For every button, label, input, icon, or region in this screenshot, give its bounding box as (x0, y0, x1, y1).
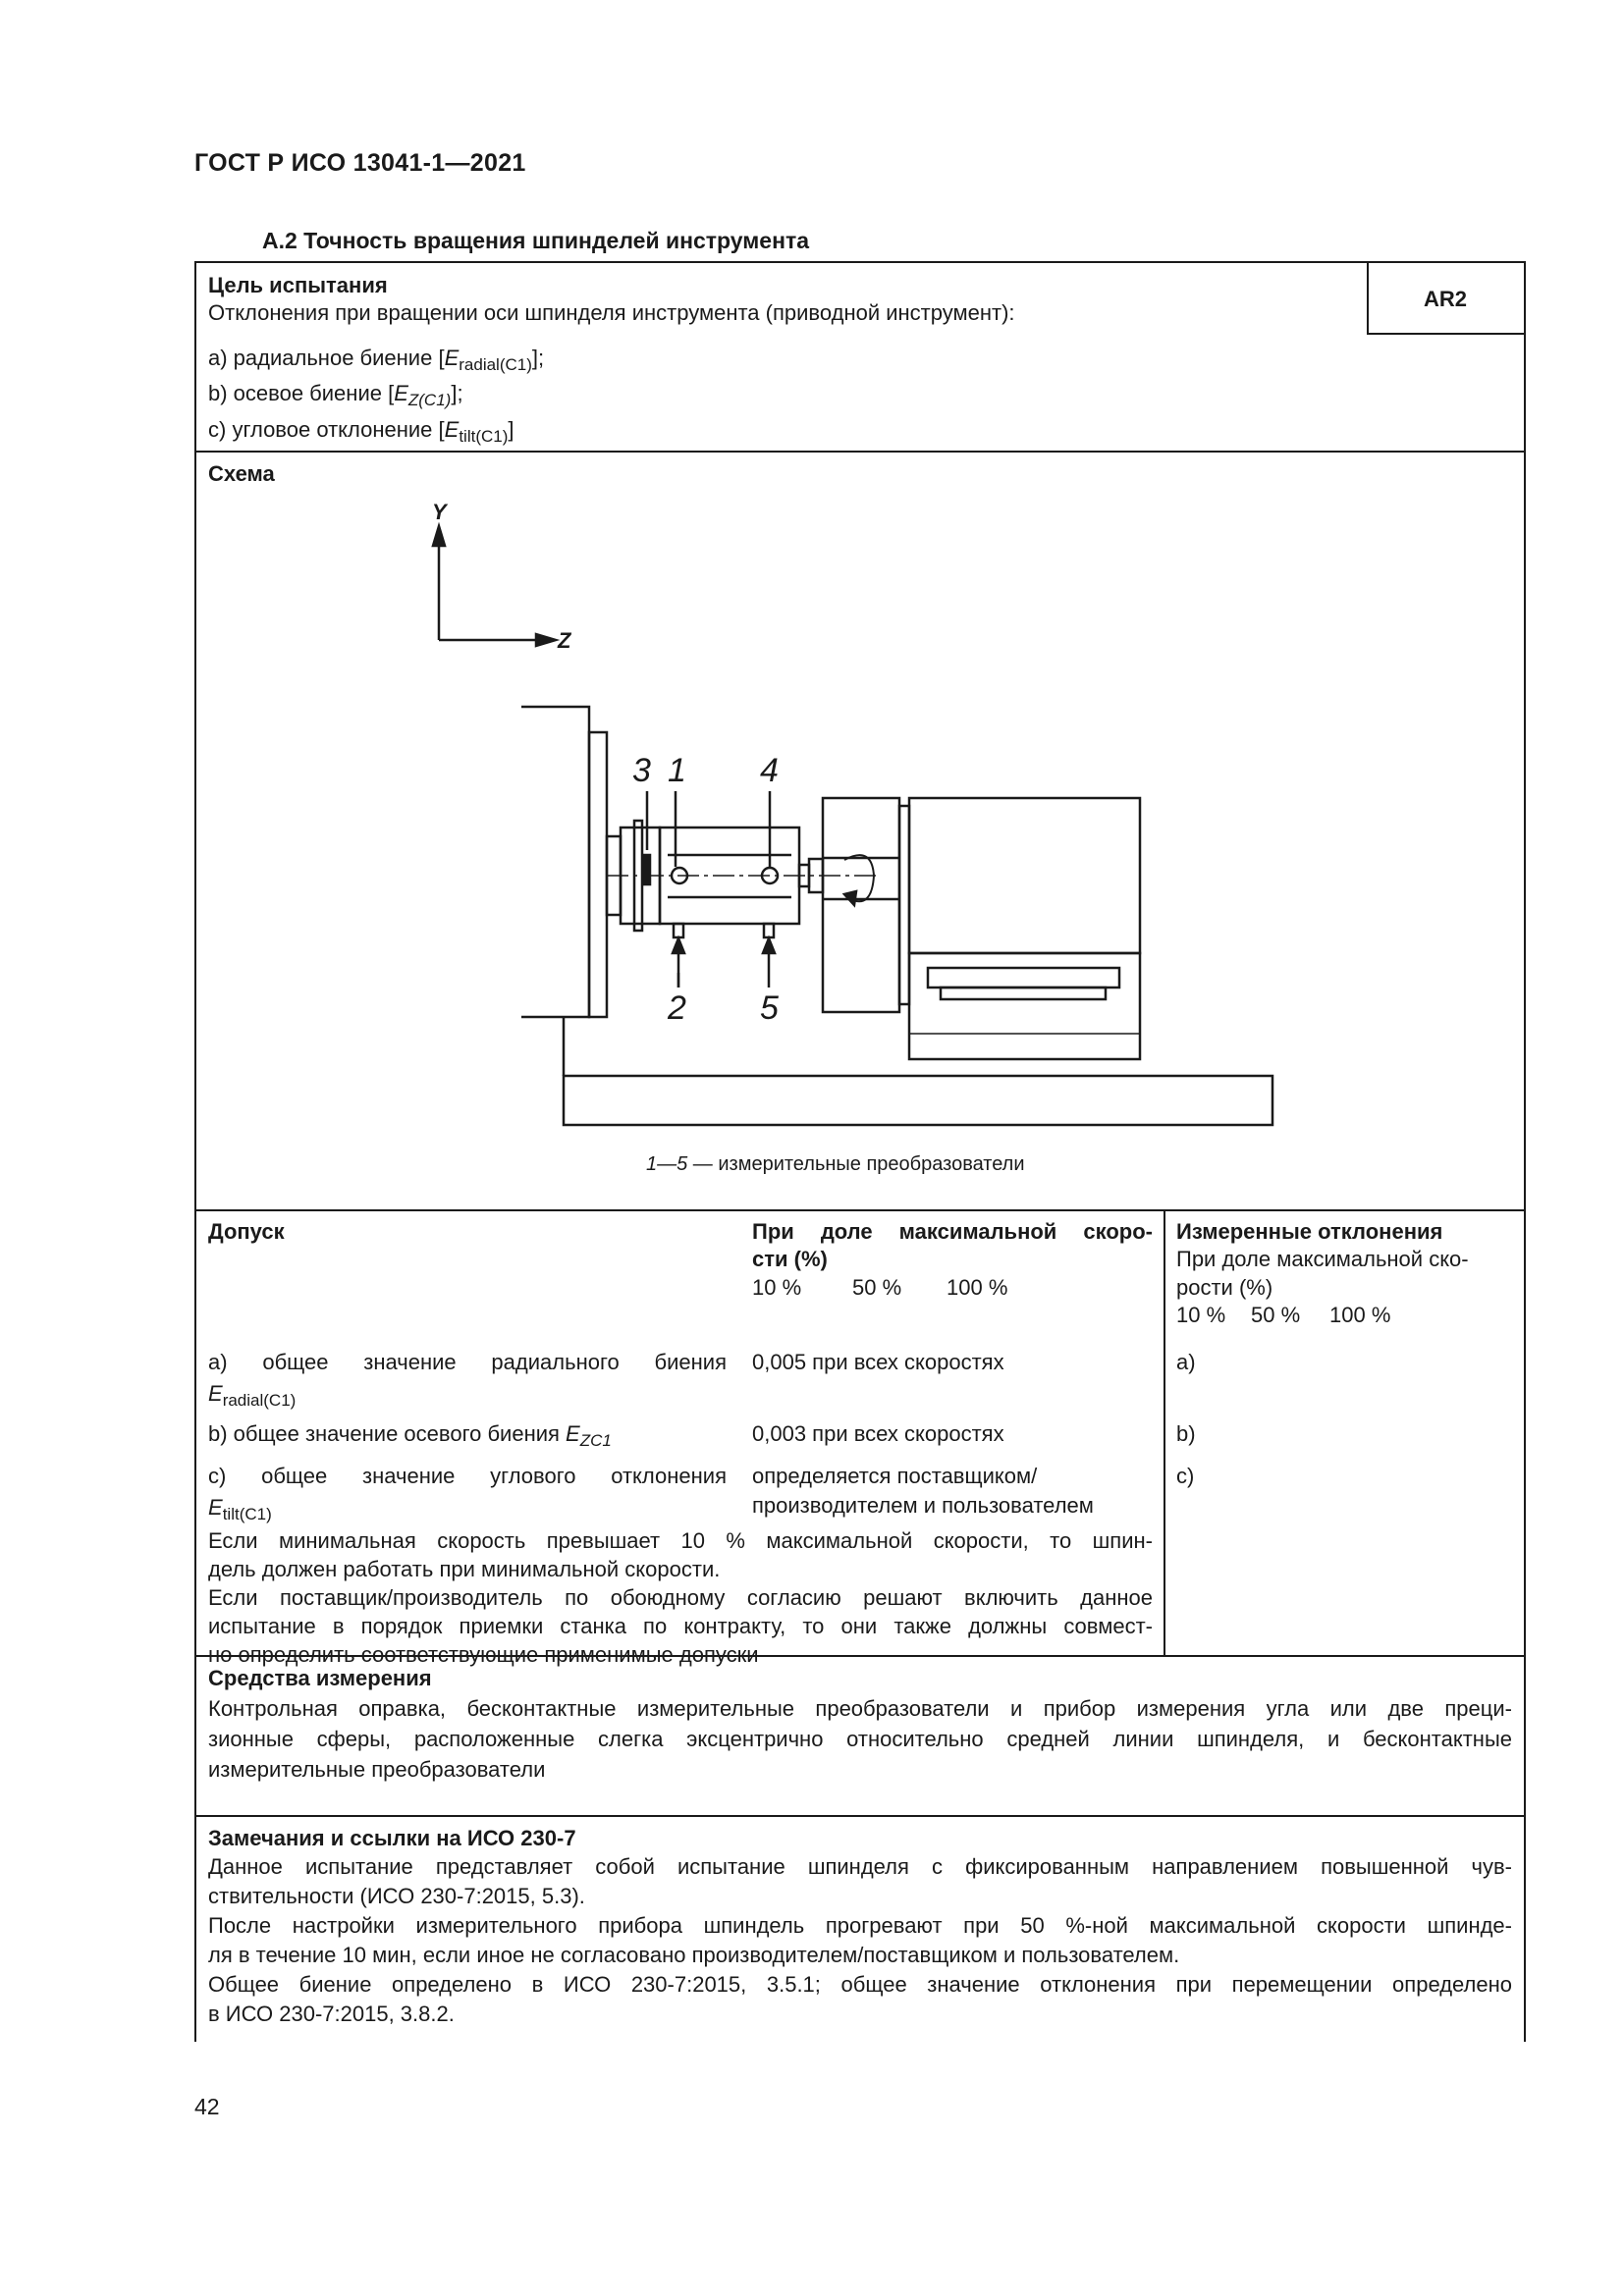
speed-pct-10: 10 % (752, 1275, 802, 1300)
objective-label: Цель испытания (208, 273, 388, 297)
measured-pct-10: 10 % (1176, 1303, 1226, 1327)
remarks-line: После настройки измерительного прибора шпиндель прогревают при 50 %-ной максимальной скорости шпинде- (208, 1913, 1512, 1938)
machine-bed (564, 1076, 1272, 1125)
document-code: ГОСТ Р ИСО 13041-1—2021 (194, 149, 526, 177)
tolerance-note-line: Если минимальная скорость превышает 10 % максимальной скорости, то шпин- (208, 1528, 1153, 1553)
measured-sub-line2: рости (%) (1176, 1275, 1273, 1300)
probe-2-arrow (673, 938, 684, 953)
callout-4: 4 (760, 752, 779, 789)
probe-3 (644, 855, 650, 884)
row-b-text: b) общее значение осевого биения $E_{ZC1}$ (208, 1421, 612, 1450)
row-c-text: c) общее значение углового отклонения (208, 1464, 727, 1488)
row-b-value: 0,003 при всех скоростях (752, 1421, 1004, 1446)
objective-item-b: b) осевое биение $[E_{Z(C1)}]$; (208, 381, 463, 409)
tolerance-note-line: испытание в порядок приемки станка по контракту, то они также должны совмест- (208, 1614, 1153, 1638)
remarks-line: ля в течение 10 мин, если иное не согласовано производителем/поставщиком и пользователем. (208, 1943, 1180, 1967)
speed-pct-50: 50 % (852, 1275, 902, 1300)
instruments-line: зионные сферы, расположенные слегка эксцентрично относительно средней линии шпинделя, и бесконтактные (208, 1727, 1512, 1751)
remarks-line: ствительности (ИСО 230-7:2015, 5.3). (208, 1884, 585, 1908)
objective-item-c: c) угловое отклонение $[E_{tilt(C1)}]$ (208, 417, 514, 446)
row-a-measured: a) (1176, 1350, 1196, 1374)
scheme-label: Схема (208, 461, 275, 486)
instruments-line: измерительные преобразователи (208, 1757, 546, 1782)
remarks-label: Замечания и ссылки на ИСО 230-7 (208, 1826, 576, 1850)
drive-unit (823, 798, 899, 1012)
tolerance-note-line: дель должен работать при минимальной скорости. (208, 1557, 721, 1581)
section-title: А.2 Точность вращения шпинделей инструмента (262, 228, 810, 253)
divider-measured (1164, 1209, 1165, 1657)
page-number: 42 (194, 2094, 220, 2119)
carriage-slot (928, 968, 1119, 988)
tolerance-note-line: Если поставщик/производитель по обоюдному согласию решают включить данное (208, 1585, 1153, 1610)
measured-header: Измеренные отклонения (1176, 1219, 1443, 1244)
probe-5-arrow (763, 938, 775, 953)
tolerance-header: Допуск (208, 1219, 285, 1244)
test-card (194, 261, 1526, 2042)
spindle-face-plate (589, 732, 607, 1017)
remarks-line: в ИСО 230-7:2015, 3.8.2. (208, 2002, 455, 2026)
remarks-line: Общее биение определено в ИСО 230-7:2015, 3.5.1; общее значение отклонения при перемещении определено (208, 1972, 1512, 1997)
row-c-symbol: $E_{tilt(C1)}$ (208, 1495, 272, 1523)
objective-item-a: a) радиальное биение $[E_{radial(C1)}]$; (208, 346, 545, 374)
axis-y-arrow (433, 526, 445, 546)
callout-3: 3 (632, 752, 651, 789)
row-c-value-line1: определяется поставщиком/ (752, 1464, 1038, 1488)
scheme-caption: 1—5 — измерительные преобразователи (646, 1153, 1025, 1175)
row-b-measured: b) (1176, 1421, 1196, 1446)
measured-sub-line1: При доле максимальной ско- (1176, 1247, 1469, 1271)
row-a-value: 0,005 при всех скоростях (752, 1350, 1004, 1374)
axis-z-label: Z (558, 628, 571, 653)
drive-gap (899, 806, 909, 1004)
axis-y-label: Y (432, 500, 447, 524)
instruments-line: Контрольная оправка, бесконтактные измерительные преобразователи и прибор измерения угла или две преци- (208, 1696, 1512, 1721)
axis-z-arrow (536, 634, 556, 646)
callout-1: 1 (668, 752, 686, 789)
measured-pct-100: 100 % (1329, 1303, 1391, 1327)
objective-text: Отклонения при вращении оси шпинделя инструмента (приводной инструмент): (208, 300, 1015, 325)
divider-remarks (194, 1815, 1526, 1817)
remarks-line: Данное испытание представляет собой испытание шпинделя с фиксированным направлением повышенной чув- (208, 1854, 1512, 1879)
speed-pct-100: 100 % (947, 1275, 1008, 1300)
spindle-test-diagram (194, 261, 1526, 1209)
row-c-measured: c) (1176, 1464, 1195, 1488)
speed-header-line1: При доле максимальной скоро- (752, 1219, 1153, 1244)
instruments-label: Средства измерения (208, 1666, 432, 1690)
speed-header-line2: сти (%) (752, 1247, 828, 1271)
callout-5: 5 (760, 989, 779, 1027)
turret-body (909, 798, 1140, 953)
divider-tolerance (194, 1209, 1526, 1211)
row-c-value-line2: производителем и пользователем (752, 1493, 1094, 1518)
tolerance-note-line: но определить соответствующие применимые допуски (208, 1642, 759, 1667)
measured-pct-50: 50 % (1251, 1303, 1301, 1327)
headstock-outline (521, 707, 589, 1017)
callout-2: 2 (668, 989, 686, 1027)
row-a-symbol: $E_{radial(C1)}$ (208, 1381, 297, 1410)
carriage-rail (941, 988, 1106, 999)
row-a-text: a) общее значение радиального биения (208, 1350, 727, 1374)
test-code: AR2 (1424, 287, 1468, 311)
